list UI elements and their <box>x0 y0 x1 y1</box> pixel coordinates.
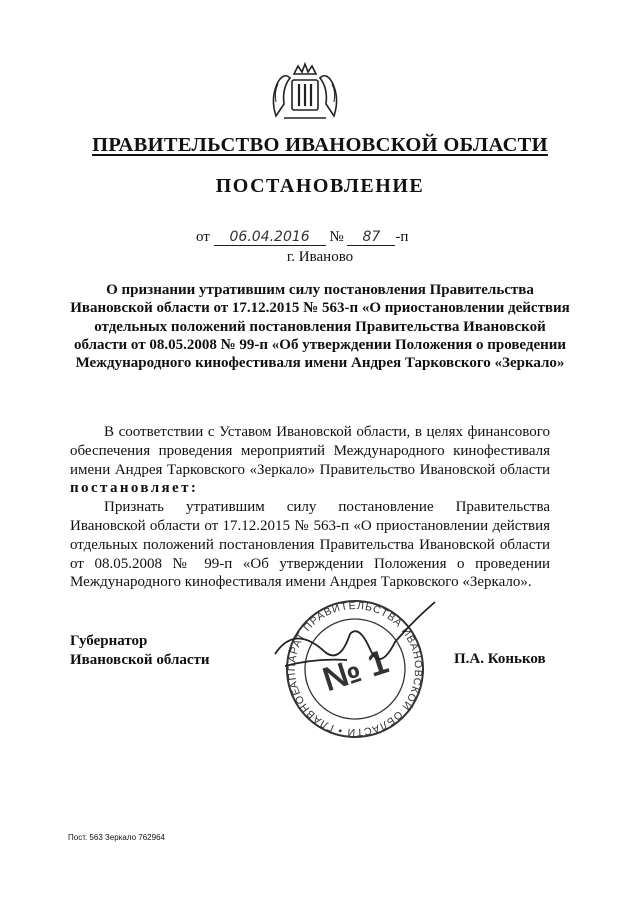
document-subject: О признании утратившим силу постановления Правительства Ивановской области от 17.12.2015 № 563-п «О приостановлении действия отдельных положений постановления Правительства Ивановской области от 08.05.2008 № 99-п «Об утверждении Положения о проведении Международного кинофестиваля имени Андрея Тарковского «Зеркало» <box>70 282 570 372</box>
handwritten-date: 06.04.2016 <box>214 229 326 246</box>
document-body <box>70 423 550 592</box>
number-prefix: № <box>329 229 344 245</box>
date-number-line <box>196 229 408 246</box>
handwritten-number: 87 <box>347 229 395 246</box>
stamp-ring-text: АППАРАТ ПРАВИТЕЛЬСТВА ИВАНОВСКОЙ ОБЛАСТИ • ГЛАВНОЕ <box>285 599 425 739</box>
document-type-heading: ПОСТАНОВЛЕНИЕ <box>215 175 425 197</box>
position-line-2: Ивановской области <box>70 651 210 668</box>
body-paragraph-1-text: В соответствии с Уставом Ивановской области, в целях финансового обеспечения проведения мероприятий Международного кинофестиваля имени Андрея Тарковского «Зеркало» Правительство Ивановской области <box>70 424 550 478</box>
position-line-1: Губернатор <box>70 633 148 649</box>
signatory-position <box>70 632 210 669</box>
city: г. Иваново <box>286 249 354 265</box>
coat-of-arms-emblem <box>264 58 346 124</box>
stamp-center-number: № 1 <box>318 642 394 700</box>
body-paragraph-2: Признать утратившим силу постановление Правительства Ивановской области от 17.12.2015 № 563-п «О приостановлении действия отдельных положений постановления Правительства Ивановской области от 08.05.2008 № 99-п «Об утверждении Положения о проведении Международного кинофестиваля имени Андрея Тарковского «Зеркало». <box>70 499 550 591</box>
date-prefix: от <box>196 229 210 245</box>
body-paragraph-1 <box>70 423 550 498</box>
government-title: ПРАВИТЕЛЬСТВО ИВАНОВСКОЙ ОБЛАСТИ <box>92 134 548 156</box>
signatory-name: П.А. Коньков <box>454 651 546 667</box>
footer-reference: Пост. 563 Зеркало 762964 <box>68 833 165 842</box>
number-suffix: -п <box>395 229 409 245</box>
resolves-word: постановляет: <box>70 480 199 497</box>
official-stamp-and-signature <box>255 594 455 744</box>
